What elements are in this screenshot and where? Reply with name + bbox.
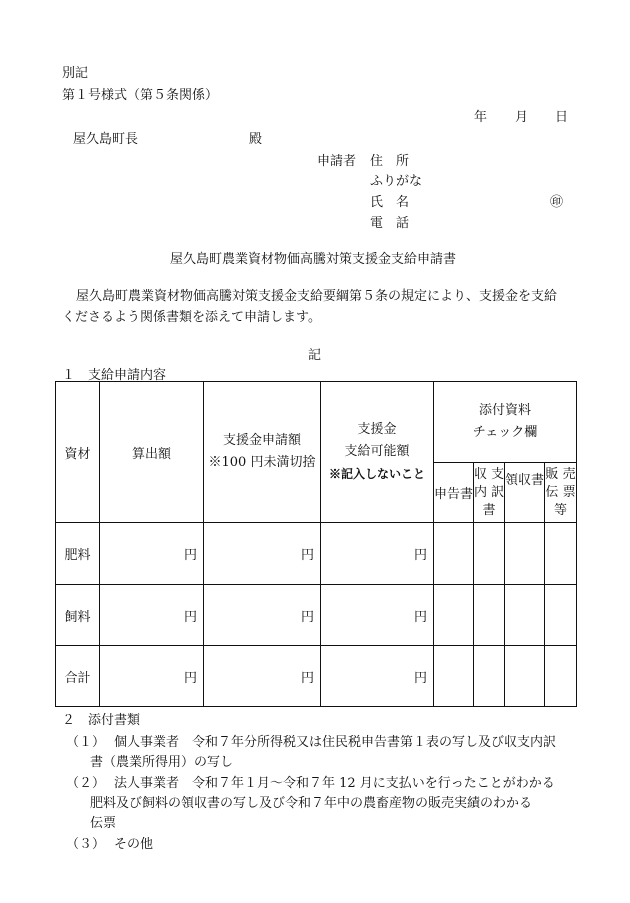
row-label-total: 合計 bbox=[56, 646, 100, 707]
check-receipt-feed[interactable] bbox=[505, 585, 545, 646]
sub-header-income-statement: 収 支 内 訳 書 bbox=[474, 463, 505, 523]
header-attachment-line-2: チェック欄 bbox=[472, 425, 538, 440]
header-calculated-amount: 算出額 bbox=[100, 382, 204, 523]
item-3-line-1: その他 bbox=[114, 837, 154, 852]
cell-possible-feed: 円 bbox=[321, 585, 434, 646]
ki-label: 記 bbox=[308, 348, 322, 363]
phone-label: 電 話 bbox=[370, 216, 410, 231]
application-table bbox=[55, 381, 577, 707]
header-attachment-check bbox=[434, 382, 577, 463]
check-declaration-total[interactable] bbox=[434, 646, 474, 707]
item-2-number: （２） bbox=[66, 776, 106, 791]
check-sales-feed[interactable] bbox=[545, 585, 577, 646]
row-label-fertilizer: 肥料 bbox=[56, 523, 100, 585]
section-2-heading: ２ 添付書類 bbox=[62, 713, 141, 728]
check-declaration-feed[interactable] bbox=[434, 585, 474, 646]
cell-calc-feed[interactable]: 円 bbox=[100, 585, 204, 646]
check-declaration-fertilizer[interactable] bbox=[434, 523, 474, 585]
seal-mark: ㊞ bbox=[550, 195, 564, 210]
cell-calc-total[interactable]: 円 bbox=[100, 646, 204, 707]
header-attachment-line-1: 添付資料 bbox=[478, 403, 531, 418]
address-label: 住 所 bbox=[370, 154, 410, 169]
check-income-total[interactable] bbox=[474, 646, 505, 707]
header-possible-line-1: 支援金 bbox=[357, 422, 397, 437]
addressee: 屋久島町長 bbox=[73, 132, 139, 147]
check-receipt-total[interactable] bbox=[505, 646, 545, 707]
date-day-label: 日 bbox=[555, 110, 569, 125]
header-possible-amount bbox=[321, 382, 434, 523]
cell-possible-total: 円 bbox=[321, 646, 434, 707]
form-number: 第１号様式（第５条関係） bbox=[62, 88, 219, 103]
body-line-2: くださるよう関係書類を添えて申請します。 bbox=[62, 310, 321, 325]
item-2-line-2: 肥料及び飼料の領収書の写し及び令和７年中の農畜産物の販売実績のわかる bbox=[90, 796, 533, 811]
header-possible-line-3: ※記入しないこと bbox=[328, 467, 425, 481]
item-1-line-1: 個人事業者 令和７年分所得税又は住民税申告書第１表の写し及び収支内訳 bbox=[114, 735, 557, 750]
date-month-label: 月 bbox=[515, 110, 529, 125]
check-receipt-fertilizer[interactable] bbox=[505, 523, 545, 585]
betsuki-label: 別記 bbox=[62, 66, 89, 81]
item-1-number: （１） bbox=[66, 735, 106, 750]
cell-request-feed[interactable]: 円 bbox=[204, 585, 321, 646]
furigana-label: ふりがな bbox=[370, 174, 423, 189]
name-label: 氏 名 bbox=[370, 195, 410, 210]
sub-header-declaration: 申告書 bbox=[434, 463, 474, 523]
row-label-feed: 飼料 bbox=[56, 585, 100, 646]
cell-request-fertilizer[interactable]: 円 bbox=[204, 523, 321, 585]
item-2-line-3: 伝票 bbox=[90, 816, 117, 831]
check-income-feed[interactable] bbox=[474, 585, 505, 646]
sub-header-receipt: 領収書 bbox=[505, 463, 545, 523]
check-income-fertilizer[interactable] bbox=[474, 523, 505, 585]
header-material: 資材 bbox=[56, 382, 100, 523]
header-possible-line-2: 支給可能額 bbox=[344, 444, 410, 459]
header-requested-amount bbox=[204, 382, 321, 523]
cell-possible-fertilizer: 円 bbox=[321, 523, 434, 585]
item-2-line-1: 法人事業者 令和７年１月～令和７年 12 月に支払いを行ったことがわかる bbox=[114, 776, 555, 791]
item-3-number: （３） bbox=[66, 837, 106, 852]
header-requested-line-2: ※100 円未満切捨 bbox=[208, 455, 316, 470]
document-title: 屋久島町農業資材物価高騰対策支援金支給申請書 bbox=[170, 252, 457, 267]
check-sales-total[interactable] bbox=[545, 646, 577, 707]
sub-header-sales-slip: 販 売 伝 票 等 bbox=[545, 463, 577, 523]
applicant-label: 申請者 bbox=[317, 154, 357, 169]
header-requested-line-1: 支援金申請額 bbox=[222, 433, 301, 448]
table-row bbox=[56, 585, 577, 646]
body-line-1: 屋久島町農業資材物価高騰対策支援金支給要綱第５条の規定により、支援金を支給 bbox=[76, 289, 558, 304]
check-sales-fertilizer[interactable] bbox=[545, 523, 577, 585]
honorific: 殿 bbox=[249, 132, 263, 147]
date-year-label: 年 bbox=[474, 110, 488, 125]
cell-calc-fertilizer[interactable]: 円 bbox=[100, 523, 204, 585]
section-1-heading: １ 支給申請内容 bbox=[62, 368, 167, 383]
item-1-line-2: 書（農業所得用）の写し bbox=[90, 755, 234, 770]
cell-request-total[interactable]: 円 bbox=[204, 646, 321, 707]
table-row bbox=[56, 646, 577, 707]
table-row bbox=[56, 523, 577, 585]
